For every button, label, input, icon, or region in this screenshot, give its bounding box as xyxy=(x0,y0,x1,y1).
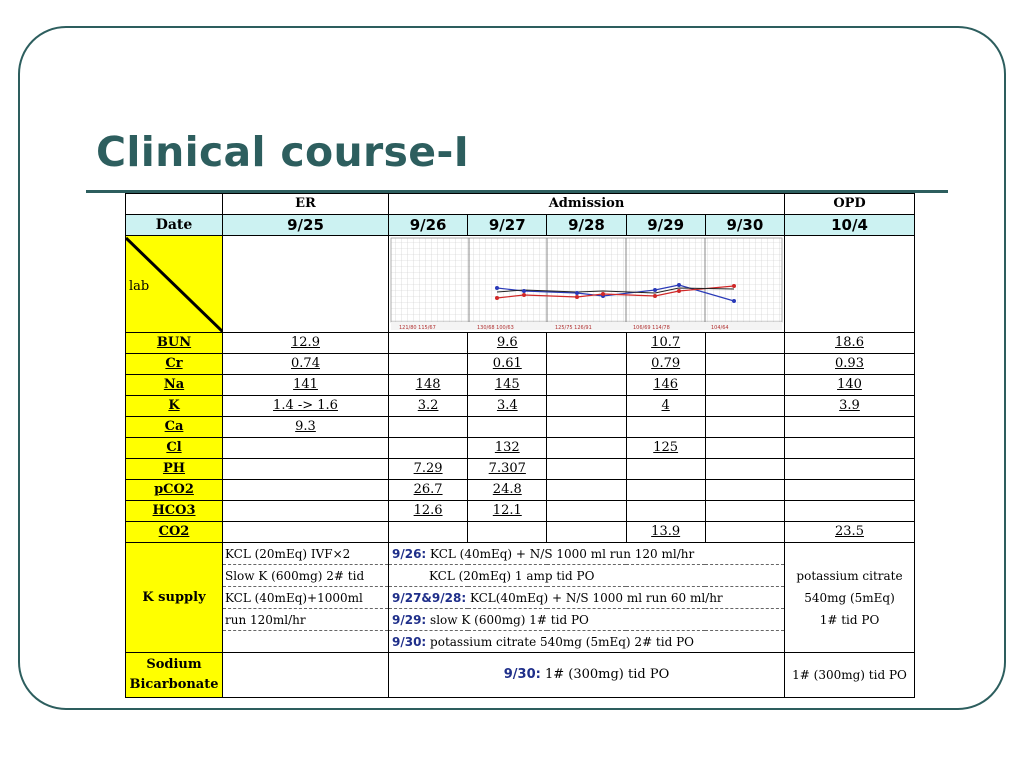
value-cell xyxy=(389,333,468,354)
lab-value-row xyxy=(126,459,915,480)
value-cell xyxy=(389,522,468,543)
value-cell: 24.8 xyxy=(468,480,547,501)
value-cell xyxy=(389,438,468,459)
k-supply-opd-line: 1# tid PO xyxy=(785,609,915,631)
k-supply-date: 9/27&9/28: xyxy=(392,590,467,605)
lab-value-row xyxy=(126,375,915,396)
value-cell xyxy=(389,417,468,438)
value-cell: 3.2 xyxy=(389,396,468,417)
lab-label-cell xyxy=(126,236,223,333)
row-label: Cr xyxy=(126,354,223,375)
value-cell xyxy=(785,459,915,480)
group-opd: OPD xyxy=(785,194,915,215)
value-cell xyxy=(705,333,784,354)
value-cell xyxy=(547,333,626,354)
row-label: pCO2 xyxy=(126,480,223,501)
corner-cell xyxy=(126,194,223,215)
k-supply-date: 9/26: xyxy=(392,546,427,561)
k-supply-text: slow K (600mg) 1# tid PO xyxy=(426,612,589,627)
value-cell: 0.74 xyxy=(223,354,389,375)
k-supply-text: KCL (40mEq) + N/S 1000 ml run 120 ml/hr xyxy=(426,546,695,561)
value-cell xyxy=(626,501,705,522)
vital-signs-graph xyxy=(389,236,784,332)
lab-label: lab xyxy=(129,279,150,294)
group-er: ER xyxy=(223,194,389,215)
value-cell: 140 xyxy=(785,375,915,396)
value-cell: 148 xyxy=(389,375,468,396)
sodium-bicarbonate-date: 9/30: xyxy=(503,667,541,682)
lab-graph-cell xyxy=(389,236,785,333)
lab-value-row xyxy=(126,417,915,438)
value-cell xyxy=(705,459,784,480)
k-supply-row xyxy=(126,587,915,609)
row-label: HCO3 xyxy=(126,501,223,522)
value-cell xyxy=(223,438,389,459)
k-supply-text: KCL (20mEq) 1 amp tid PO xyxy=(429,568,595,583)
value-cell: 3.9 xyxy=(785,396,915,417)
lab-row xyxy=(126,236,915,333)
value-cell xyxy=(468,417,547,438)
value-cell: 125 xyxy=(626,438,705,459)
row-label: BUN xyxy=(126,333,223,354)
value-cell xyxy=(223,459,389,480)
value-cell xyxy=(705,438,784,459)
value-cell: 0.79 xyxy=(626,354,705,375)
lab-value-row xyxy=(126,438,915,459)
sodium-bicarbonate-er xyxy=(223,653,389,698)
k-supply-er-line: Slow K (600mg) 2# tid xyxy=(223,565,389,587)
date-cell: 10/4 xyxy=(785,215,915,236)
value-cell xyxy=(626,417,705,438)
k-supply-opd-line: 540mg (5mEq) xyxy=(785,587,915,609)
row-label: Na xyxy=(126,375,223,396)
slide-title: Clinical course-I xyxy=(96,128,470,176)
lab-value-row xyxy=(126,480,915,501)
value-cell: 146 xyxy=(626,375,705,396)
lab-er-cell xyxy=(223,236,389,333)
lab-value-row xyxy=(126,522,915,543)
value-cell: 10.7 xyxy=(626,333,705,354)
value-cell xyxy=(705,480,784,501)
value-cell: 4 xyxy=(626,396,705,417)
lab-value-row xyxy=(126,333,915,354)
value-cell: 141 xyxy=(223,375,389,396)
graph-label: 104/64 xyxy=(711,325,729,331)
date-label: Date xyxy=(126,215,223,236)
value-cell xyxy=(785,438,915,459)
value-cell xyxy=(547,396,626,417)
date-cell: 9/25 xyxy=(223,215,389,236)
k-supply-er-line xyxy=(223,631,389,653)
k-supply-admission-line xyxy=(389,631,785,653)
sodium-bicarbonate-label-line: Sodium xyxy=(146,657,202,672)
value-cell xyxy=(785,417,915,438)
lab-value-row xyxy=(126,396,915,417)
k-supply-row xyxy=(126,543,915,565)
k-supply-er-line: KCL (40mEq)+1000ml xyxy=(223,587,389,609)
k-supply-text: KCL(40mEq) + N/S 1000 ml run 60 ml/hr xyxy=(466,590,723,605)
k-supply-opd-line: potassium citrate xyxy=(785,565,915,587)
row-label: PH xyxy=(126,459,223,480)
row-label: Ca xyxy=(126,417,223,438)
date-cell: 9/26 xyxy=(389,215,468,236)
date-cell: 9/27 xyxy=(468,215,547,236)
value-cell: 0.93 xyxy=(785,354,915,375)
value-cell xyxy=(547,501,626,522)
value-cell: 7.307 xyxy=(468,459,547,480)
k-supply-row xyxy=(126,631,915,653)
value-cell xyxy=(705,417,784,438)
graph-label: 121/80 115/67 xyxy=(399,325,436,331)
date-row xyxy=(126,215,915,236)
graph-label: 106/69 114/78 xyxy=(633,325,670,331)
value-cell xyxy=(705,354,784,375)
value-cell: 26.7 xyxy=(389,480,468,501)
value-cell: 1.4 -> 1.6 xyxy=(223,396,389,417)
value-cell: 9.3 xyxy=(223,417,389,438)
value-cell: 13.9 xyxy=(626,522,705,543)
row-label: CO2 xyxy=(126,522,223,543)
k-supply-opd-line xyxy=(785,543,915,565)
value-cell xyxy=(705,375,784,396)
sodium-bicarbonate-row xyxy=(126,653,915,698)
k-supply-row xyxy=(126,565,915,587)
graph-label: 130/68 100/63 xyxy=(477,325,514,331)
value-cell xyxy=(785,480,915,501)
value-cell xyxy=(547,417,626,438)
sodium-bicarbonate-admission xyxy=(389,653,785,698)
group-header-row xyxy=(126,194,915,215)
value-cell xyxy=(223,501,389,522)
graph-label: 125/75 126/91 xyxy=(555,325,592,331)
date-cell: 9/29 xyxy=(626,215,705,236)
sodium-bicarbonate-label-line: Bicarbonate xyxy=(129,677,219,692)
value-cell xyxy=(547,438,626,459)
k-supply-text: potassium citrate 540mg (5mEq) 2# tid PO xyxy=(426,634,695,649)
value-cell: 12.9 xyxy=(223,333,389,354)
value-cell: 145 xyxy=(468,375,547,396)
value-cell xyxy=(705,522,784,543)
value-cell: 9.6 xyxy=(468,333,547,354)
date-cell: 9/28 xyxy=(547,215,626,236)
value-cell xyxy=(705,396,784,417)
sodium-bicarbonate-label xyxy=(126,653,223,698)
value-cell: 12.1 xyxy=(468,501,547,522)
k-supply-date: 9/29: xyxy=(392,612,427,627)
k-supply-opd-line xyxy=(785,631,915,653)
group-admission: Admission xyxy=(389,194,785,215)
value-cell xyxy=(223,480,389,501)
date-cell: 9/30 xyxy=(705,215,784,236)
value-cell xyxy=(547,354,626,375)
value-cell xyxy=(389,354,468,375)
k-supply-admission-line xyxy=(389,565,785,587)
value-cell xyxy=(626,459,705,480)
sodium-bicarbonate-text: 1# (300mg) tid PO xyxy=(540,667,670,682)
lab-value-row xyxy=(126,501,915,522)
value-cell xyxy=(626,480,705,501)
k-supply-admission-line xyxy=(389,543,785,565)
k-supply-row xyxy=(126,609,915,631)
k-supply-admission-line xyxy=(389,609,785,631)
value-cell: 12.6 xyxy=(389,501,468,522)
value-cell: 23.5 xyxy=(785,522,915,543)
value-cell xyxy=(223,522,389,543)
lab-value-row xyxy=(126,354,915,375)
row-label: K xyxy=(126,396,223,417)
value-cell: 132 xyxy=(468,438,547,459)
value-cell: 18.6 xyxy=(785,333,915,354)
value-cell xyxy=(547,375,626,396)
lab-value-rows xyxy=(126,333,915,543)
value-cell: 3.4 xyxy=(468,396,547,417)
value-cell xyxy=(468,522,547,543)
value-cell: 0.61 xyxy=(468,354,547,375)
k-supply-date: 9/30: xyxy=(392,634,427,649)
k-supply-admission-line xyxy=(389,587,785,609)
lab-opd-cell xyxy=(785,236,915,333)
value-cell xyxy=(547,522,626,543)
sodium-bicarbonate-opd: 1# (300mg) tid PO xyxy=(785,653,915,698)
k-supply-er-line: KCL (20mEq) IVF×2 xyxy=(223,543,389,565)
k-supply-er-line: run 120ml/hr xyxy=(223,609,389,631)
clinical-table xyxy=(125,193,915,698)
value-cell xyxy=(547,480,626,501)
value-cell xyxy=(547,459,626,480)
value-cell xyxy=(785,501,915,522)
value-cell: 7.29 xyxy=(389,459,468,480)
row-label: Cl xyxy=(126,438,223,459)
value-cell xyxy=(705,501,784,522)
clinical-table-wrapper xyxy=(125,193,915,698)
k-supply-label: K supply xyxy=(126,543,223,653)
